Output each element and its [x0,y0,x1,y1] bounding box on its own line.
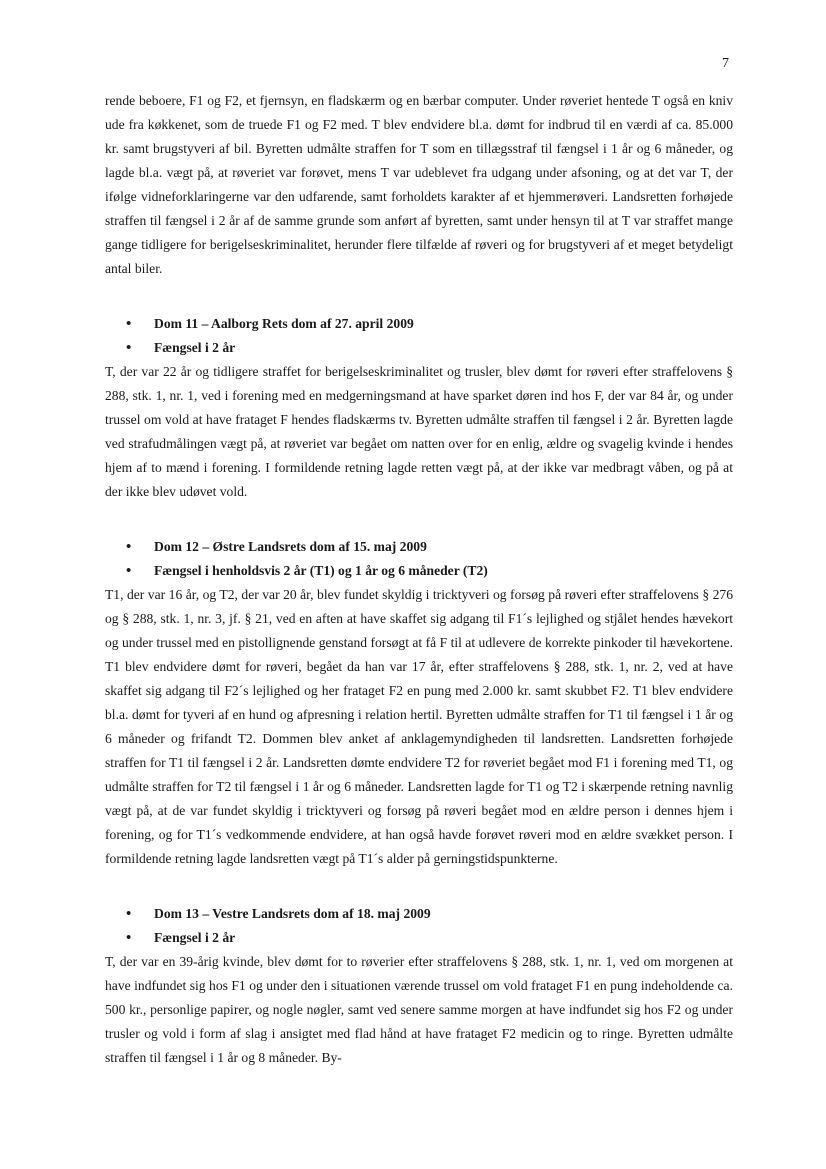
case-bullets [105,902,733,950]
case-body: T, der var en 39-årig kvinde, blev dømt for to røverier efter straffelovens § 288, stk. 1, nr. 1, ved om morgenen at have indfundet sig hos F1 og under den i situationen værende trussel om vold frataget F1 en pung indeholdende ca. 500 kr., personlige papirer, og nogle nøgler, samt ved senere samme morgen at have indfundet sig hos F2 og under trusler og vold i form af slag i ansigtet med flad hånd at have frataget F2 medicin og to ringe. Byretten udmålte straffen til fængsel i 1 år og 8 måneder. By- [105,954,733,1065]
case-body: T1, der var 16 år, og T2, der var 20 år, blev fundet skyldig i tricktyveri og forsøg på røveri efter straffelovens § 276 og § 288, stk. 1, nr. 3, jf. § 21, ved en aften at have skaffet sig adgang til F1´s lejlighed og stjålet hendes hævekort og under trussel med en pistollignende genstand forsøgt at få F til at udlevere de korrekte pinkoder til hævekortene. T1 blev endvidere dømt for røveri, begået da han var 17 år, efter straffelovens § 288, stk. 1, nr. 2, ved at have skaffet sig adgang til F2´s lejlighed og her frataget F2 en pung med 2.000 kr. samt skubbet F2. T1 blev endvidere bl.a. dømt for tyveri af en hund og afpresning i relation hertil. Byretten udmålte straffen for T1 til fængsel i 1 år og 6 måneder og frifandt T2. Dommen blev anket af anklagemyndigheden til landsretten. Landsretten forhøjede straffen for T1 til fængsel i 2 år. Landsretten dømte endvidere T2 for røveriet begået mod F1 i forening med T1, og udmålte straffen for T2 til fængsel i 1 år og 6 måneder. Landsretten lagde for T1 og T2 i skærpende retning navnlig vægt på, at de var fundet skyldig i tricktyveri og forsøg på røveri begået mod en ældre person i dennes hjem i forening, og for T1´s vedkommende endvidere, at han også havde forøvet røveri mod en ældre svækket person. I formildende retning lagde landsretten vægt på T1´s alder på gerningstidspunkterne. [105,587,733,866]
case-section-12 [105,535,733,871]
case-sentence: • Fængsel i 2 år [105,926,733,950]
case-sentence: • Fængsel i henholdsvis 2 år (T1) og 1 år og 6 måneder (T2) [105,559,733,583]
case-bullets [105,312,733,360]
intro-paragraph: rende beboere, F1 og F2, et fjernsyn, en fladskærm og en bærbar computer. Under røveriet hentede T også en kniv ude fra køkkenet, som de truede F1 og F2 med. T blev endvidere bl.a. dømt for indbrud til en værdi af ca. 85.000 kr. samt brugstyveri af bil. Byretten udmålte straffen for T som en tillægsstraf til fængsel i 1 år og 6 måneder, og lagde bl.a. vægt på, at røveriet var forøvet, mens T var udeblevet fra udgang under afsoning, og at det var T, der ifølge vidneforklaringerne var den udfarende, samt forholdets karakter af et hjemmerøveri. Landsretten forhøjede straffen til fængsel i 2 år af de samme grunde som anført af byretten, samt under hensyn til at T var straffet mange gange tidligere for berigelseskriminalitet, herunder flere tilfælde af røveri og for brugstyveri af et meget betydeligt antal biler. [105,93,733,276]
document-body [105,89,733,1070]
case-heading: • Dom 13 – Vestre Landsrets dom af 18. maj 2009 [105,902,733,926]
case-body: T, der var 22 år og tidligere straffet for berigelseskriminalitet og trusler, blev dømt for røveri efter straffelovens § 288, stk. 1, nr. 1, ved i forening med en medgerningsmand at have sparket døren ind hos F, der var 84 år, og under trussel om vold at have frataget F hendes fladskærms tv. Byretten udmålte straffen til fængsel i 2 år. Byretten lagde ved strafudmålingen vægt på, at røveriet var begået om natten over for en enlig, ældre og svagelig kvinde i hendes hjem af to mænd i forening. I formildende retning lagde retten vægt på, at der ikke var medbragt våben, og på at der ikke blev udøvet vold. [105,364,733,499]
case-section-11 [105,312,733,504]
page-number: 7 [722,56,729,71]
case-bullets [105,535,733,583]
case-heading: • Dom 12 – Østre Landsrets dom af 15. maj 2009 [105,535,733,559]
case-heading: • Dom 11 – Aalborg Rets dom af 27. april 2009 [105,312,733,336]
case-sentence: • Fængsel i 2 år [105,336,733,360]
case-section-13 [105,902,733,1070]
